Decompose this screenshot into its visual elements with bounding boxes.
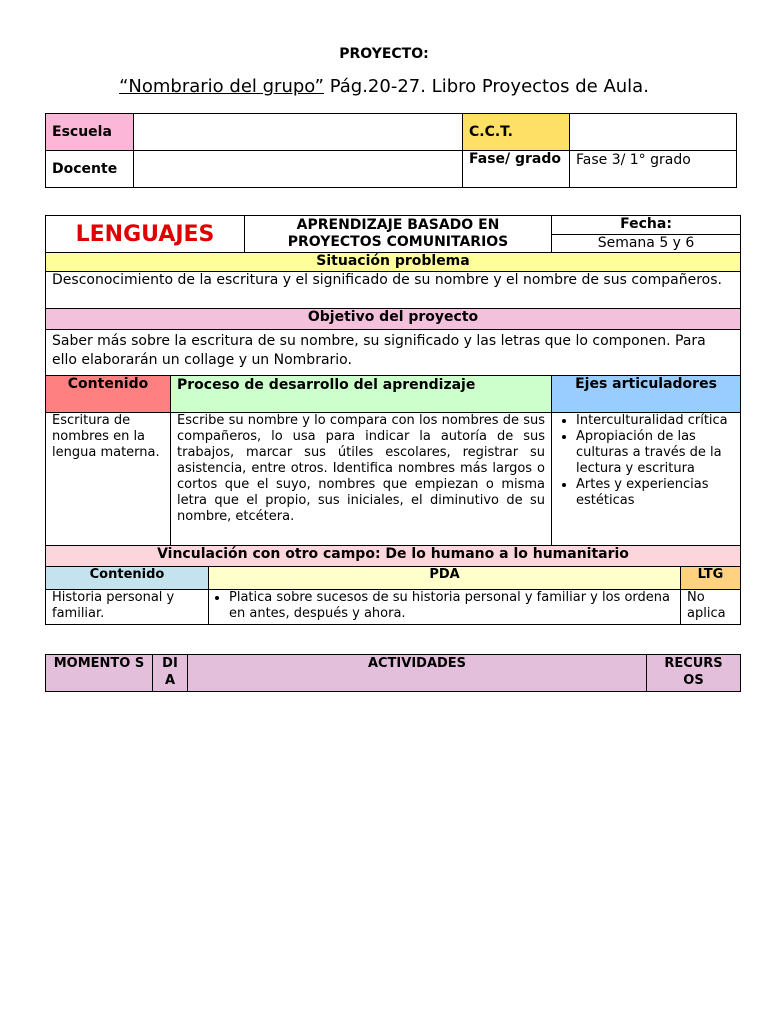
planning-table: [45, 215, 741, 625]
ejes-list: [554, 413, 734, 509]
situacion-text[interactable]: Desconocimiento de la escritura y el significado de su nombre y el nombre de sus compañeros.: [46, 272, 741, 309]
metodologia: APRENDIZAJE BASADO EN PROYECTOS COMUNITARIOS: [245, 216, 552, 253]
project-name: “Nombrario del grupo”: [119, 76, 324, 97]
cct-value[interactable]: [570, 114, 737, 151]
fecha-label: Fecha:: [552, 216, 741, 235]
vinc-pda-cell: [209, 590, 681, 625]
situacion-label: Situación problema: [46, 253, 741, 272]
escuela-value[interactable]: [134, 114, 463, 151]
proyecto-label: PROYECTO:: [339, 46, 429, 62]
eje-item: • Apropiación de las culturas a través de la lectura y escritura: [576, 429, 734, 477]
eje-item: • Interculturalidad crítica: [576, 413, 734, 429]
objetivo-text[interactable]: Saber más sobre la escritura de su nombre, su significado y las letras que lo componen. Para ello elaborarán un collage y un Nombrario.: [46, 330, 741, 376]
fase-label: Fase/ grado: [463, 151, 570, 188]
vinc-contenido-header: Contenido: [46, 567, 209, 590]
campo-formativo: LENGUAJES: [46, 216, 245, 253]
vinc-pda-list: [209, 590, 674, 622]
proceso-header: Proceso de desarrollo del aprendizaje: [171, 376, 552, 413]
fecha-value[interactable]: Semana 5 y 6: [552, 235, 741, 253]
vinc-ltg-text[interactable]: No aplica: [681, 590, 741, 625]
proceso-text[interactable]: Escribe su nombre y lo compara con los nombres de sus compañeros, lo usa para indicar la autoría de sus trabajos, marcar sus útiles escolares, registrar su asistencia, entre otros. Identifica nombres más largos o cortos que el suyo, nombres que empiezan o misma letra que el propio, sus iniciales, el diminutivo de su nombre, etcétera.: [171, 413, 552, 546]
vinculacion-label: Vinculación con otro campo: De lo humano a lo humanitario: [46, 546, 741, 567]
activities-table: [45, 654, 741, 692]
fase-value[interactable]: Fase 3/ 1° grado: [570, 151, 737, 188]
recursos-header: RECURS OS: [647, 655, 741, 692]
docente-label: Docente: [46, 151, 134, 188]
contenido-text[interactable]: Escritura de nombres en la lengua materna.: [46, 413, 171, 546]
ejes-header: Ejes articuladores: [552, 376, 741, 413]
docente-value[interactable]: [134, 151, 463, 188]
pda-item[interactable]: • Platica sobre sucesos de su historia personal y familiar y los ordena en antes, después y ahora.: [229, 590, 674, 622]
ejes-list-cell: [552, 413, 741, 546]
project-pages: Pág.20-27. Libro Proyectos de Aula.: [323, 76, 649, 97]
dia-header: DI A: [153, 655, 188, 692]
project-title: [0, 76, 768, 97]
cct-label: C.C.T.: [463, 114, 570, 151]
vinc-pda-header: PDA: [209, 567, 681, 590]
vinc-ltg-header: LTG: [681, 567, 741, 590]
actividades-header: ACTIVIDADES: [188, 655, 647, 692]
objetivo-label: Objetivo del proyecto: [46, 309, 741, 330]
contenido-header: Contenido: [46, 376, 171, 413]
momentos-header: MOMENTO S: [46, 655, 153, 692]
info-table: [45, 113, 737, 188]
escuela-label: Escuela: [46, 114, 134, 151]
vinc-contenido-text[interactable]: Historia personal y familiar.: [46, 590, 209, 625]
eje-item: • Artes y experiencias estéticas: [576, 477, 734, 509]
